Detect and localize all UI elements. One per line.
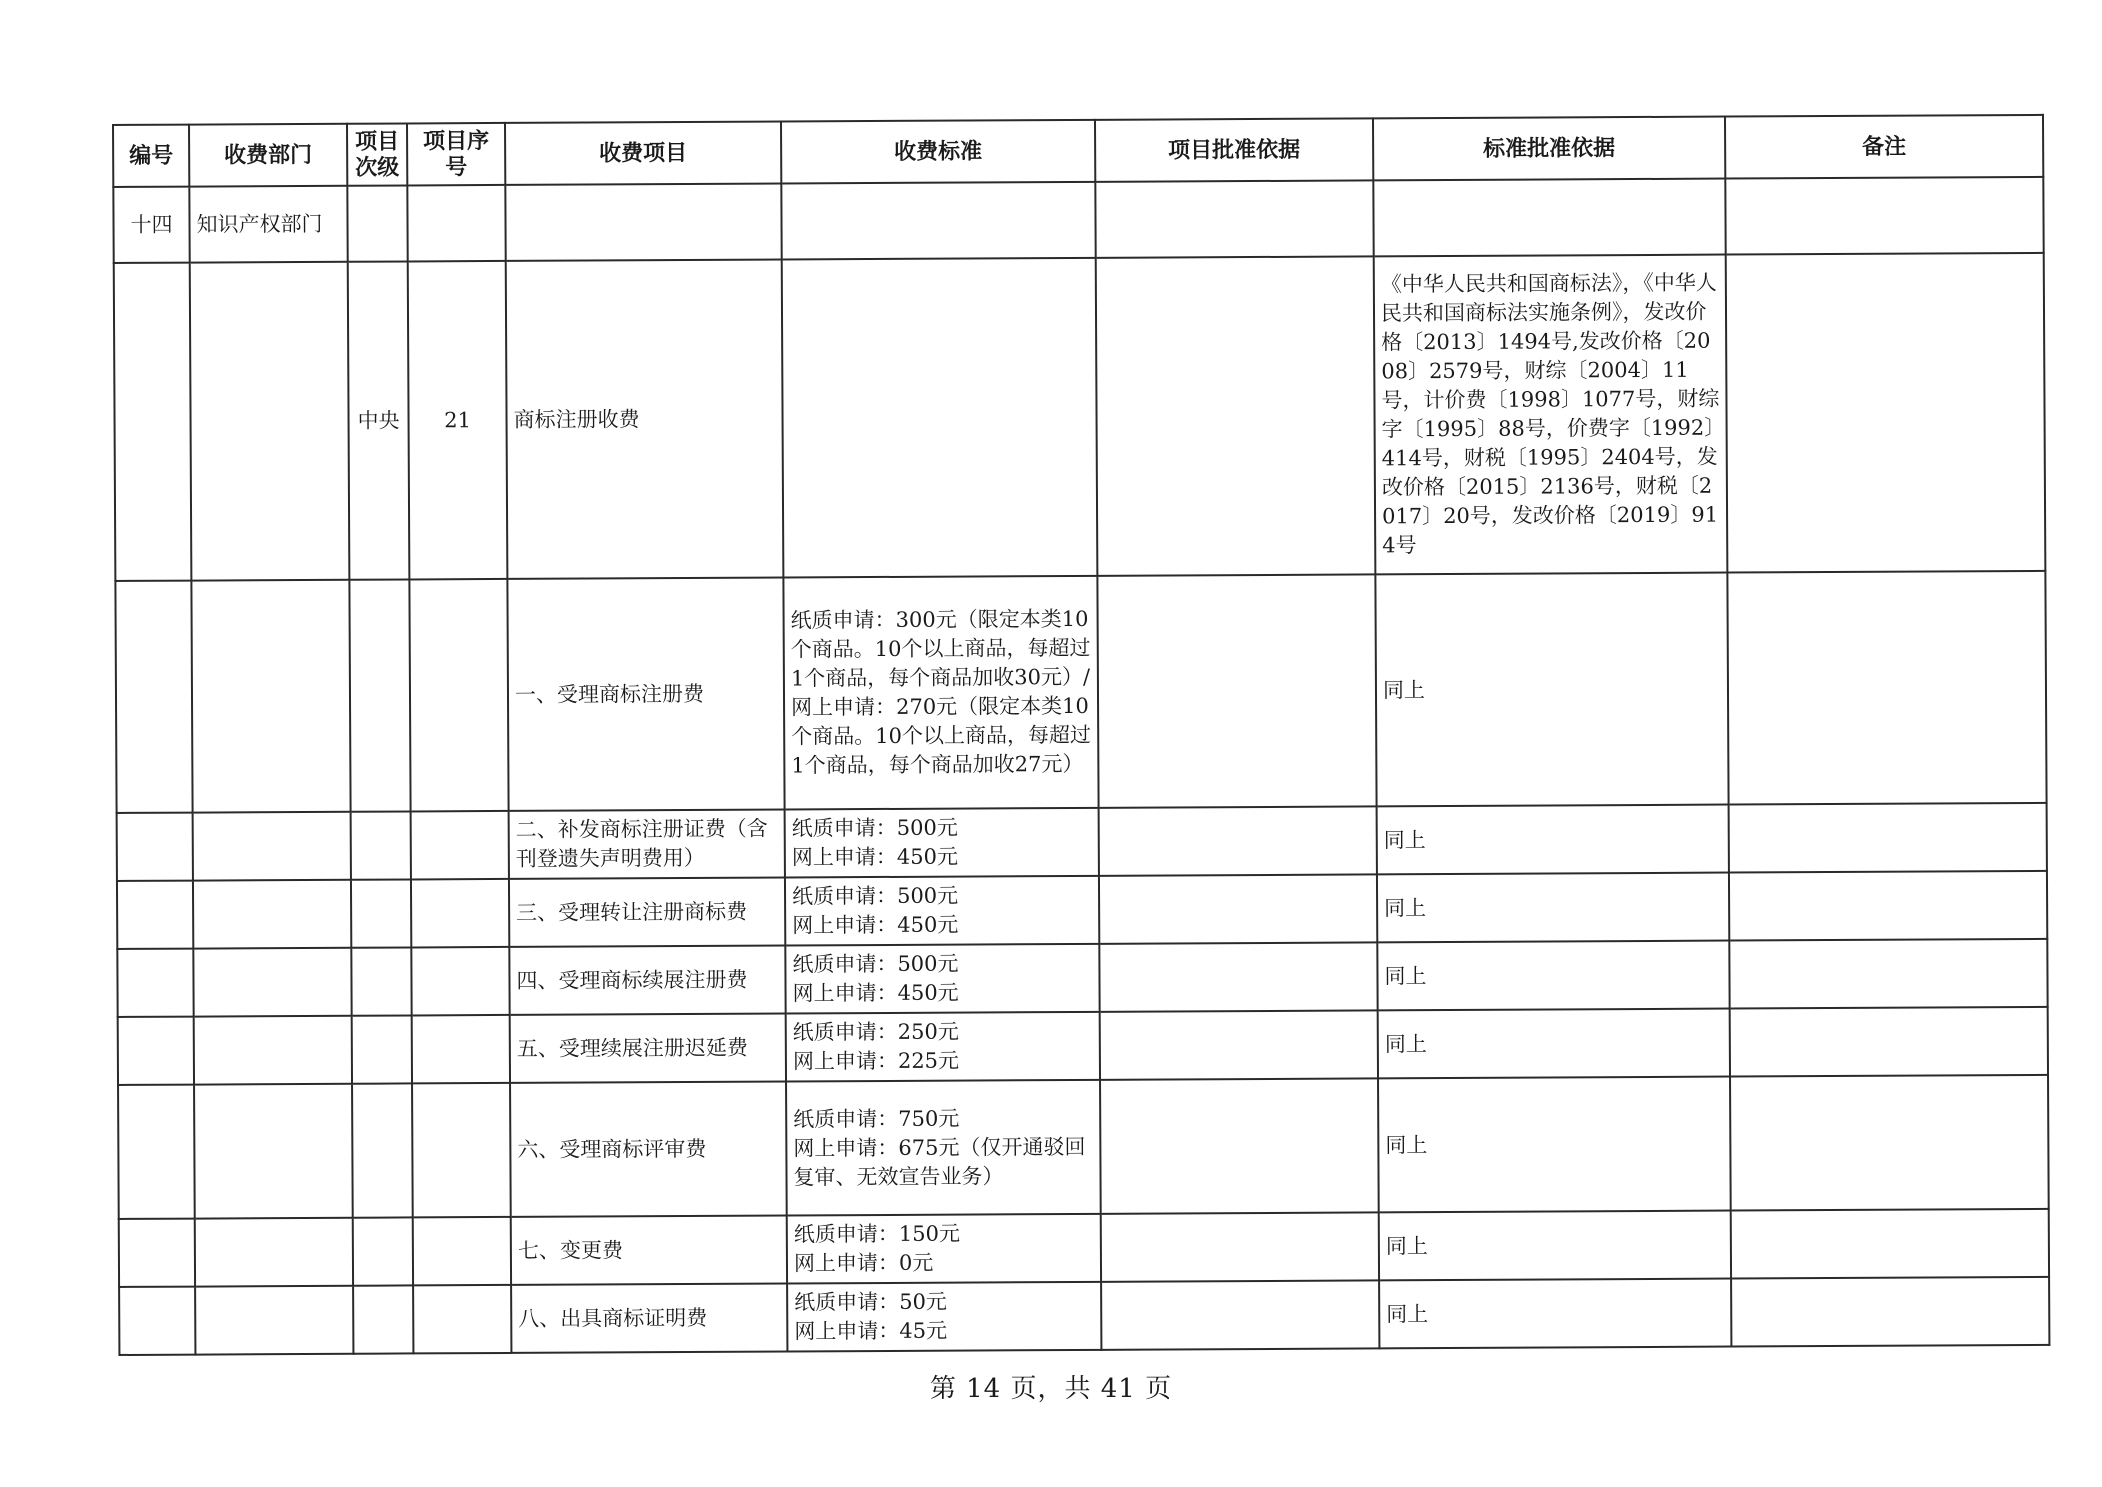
- table-row: [117, 939, 2047, 1017]
- fee-table: [112, 114, 2050, 1356]
- cell-dept: [195, 1286, 353, 1355]
- cell-level: [351, 879, 411, 947]
- cell-num: [118, 1085, 195, 1219]
- cell-dept: [194, 1016, 352, 1085]
- table-row: [117, 871, 2047, 949]
- cell-level: [352, 1015, 412, 1083]
- cell-level: [351, 811, 411, 879]
- cell-item: 五、受理续展注册迟延费: [510, 1013, 786, 1082]
- header-cell-standard: 收费标准: [781, 120, 1095, 184]
- header-cell-item-basis: 项目批准依据: [1095, 118, 1373, 181]
- cell-seq: [412, 1015, 510, 1084]
- cell-num: [117, 813, 193, 881]
- header-cell-std-basis: 标准批准依据: [1373, 117, 1725, 181]
- table-row: [118, 1075, 2049, 1219]
- cell-item-basis: [1095, 180, 1373, 257]
- cell-item: 商标注册收费: [506, 259, 784, 578]
- cell-dept: [190, 262, 350, 581]
- cell-num: [117, 949, 193, 1017]
- cell-standard: 纸质申请：50元 网上申请：45元: [787, 1282, 1101, 1352]
- cell-std-basis: 同上: [1375, 573, 1728, 807]
- cell-dept: [193, 880, 351, 949]
- cell-std-basis: [1373, 179, 1725, 257]
- cell-note: [1725, 177, 2043, 255]
- cell-standard: 纸质申请：250元 网上申请：225元: [786, 1012, 1100, 1082]
- header-cell-note: 备注: [1725, 115, 2043, 179]
- cell-seq: [407, 185, 505, 262]
- header-cell-dept: 收费部门: [189, 124, 347, 187]
- cell-item: 四、受理商标续展注册费: [509, 945, 785, 1014]
- cell-std-basis: 同上: [1379, 1279, 1731, 1349]
- cell-standard: 纸质申请：500元 网上申请：450元: [785, 944, 1099, 1014]
- cell-num: 十四: [113, 187, 189, 263]
- table-row: [118, 1007, 2048, 1085]
- cell-note: [1730, 1007, 2048, 1077]
- table-row: [119, 1209, 2049, 1287]
- cell-standard: 纸质申请：500元 网上申请：450元: [785, 808, 1099, 878]
- cell-item: [505, 183, 781, 260]
- cell-item-basis: [1100, 1078, 1379, 1213]
- cell-std-basis: 同上: [1377, 805, 1729, 875]
- cell-standard: 纸质申请：500元 网上申请：450元: [785, 876, 1099, 946]
- cell-std-basis: 《中华人民共和国商标法》，《中华人民共和国商标法实施条例》，发改价格〔2013〕1494号,发改价格〔2008〕2579号，财综〔2004〕11号，计价费〔1998〕1077号，财综字〔1995〕88号，价费字〔1992〕414号，财税〔1995〕2404号，发改价格〔2015〕2136号，财税〔2017〕20号，发改价格〔2019〕914号: [1374, 255, 1728, 575]
- cell-item-basis: [1099, 806, 1377, 875]
- table-row: [119, 1277, 2049, 1355]
- cell-dept: [193, 812, 351, 881]
- cell-item-basis: [1100, 1010, 1378, 1079]
- cell-note: [1729, 939, 2047, 1009]
- cell-item-basis: [1101, 1280, 1379, 1349]
- cell-item: 一、受理商标注册费: [507, 577, 784, 810]
- cell-level: [353, 1217, 413, 1285]
- cell-note: [1726, 253, 2046, 573]
- cell-seq: [412, 1083, 511, 1218]
- cell-seq: [411, 879, 509, 948]
- cell-item-basis: [1099, 874, 1377, 943]
- cell-standard: [781, 182, 1095, 260]
- cell-num: [118, 1017, 194, 1085]
- cell-dept: [193, 948, 351, 1017]
- cell-item: 六、受理商标评审费: [510, 1081, 787, 1216]
- cell-dept: [195, 1218, 353, 1287]
- cell-note: [1730, 1075, 2049, 1211]
- header-cell-level: 项目次级: [347, 123, 407, 185]
- cell-note: [1729, 871, 2047, 941]
- header-cell-seq: 项目序号: [407, 123, 505, 186]
- cell-std-basis: 同上: [1378, 1009, 1730, 1079]
- cell-std-basis: 同上: [1379, 1211, 1731, 1281]
- cell-level: [353, 1285, 413, 1353]
- cell-item-basis: [1101, 1212, 1379, 1281]
- cell-seq: [409, 579, 508, 812]
- cell-level: [347, 185, 407, 261]
- cell-dept: [191, 580, 350, 813]
- cell-num: [119, 1287, 195, 1355]
- header-cell-item: 收费项目: [505, 121, 781, 184]
- cell-std-basis: 同上: [1378, 1077, 1731, 1213]
- cell-level: [351, 947, 411, 1015]
- cell-seq: 21: [408, 261, 508, 580]
- cell-level: 中央: [348, 261, 410, 579]
- cell-num: [117, 881, 193, 949]
- cell-item-basis: [1097, 574, 1376, 807]
- cell-item-basis: [1099, 942, 1377, 1011]
- cell-note: [1731, 1277, 2049, 1347]
- cell-dept: 知识产权部门: [189, 186, 347, 263]
- cell-seq: [411, 811, 509, 880]
- cell-standard: 纸质申请：300元（限定本类10个商品。10个以上商品，每超过1个商品，每个商品加收30元）/网上申请：270元（限定本类10个商品。10个以上商品，每超过1个商品，每个商品加收27元）: [783, 576, 1098, 810]
- cell-item: 二、补发商标注册证费（含刊登遗失声明费用）: [509, 809, 785, 878]
- header-row: [113, 115, 2043, 187]
- cell-note: [1729, 803, 2047, 873]
- page-number: 第 14 页，共 41 页: [929, 1374, 1173, 1404]
- cell-level: [349, 579, 410, 811]
- cell-note: [1727, 571, 2046, 805]
- cell-seq: [411, 947, 509, 1016]
- cell-item: 七、变更费: [511, 1215, 787, 1284]
- table-row: [117, 803, 2047, 881]
- header-cell-num: 编号: [113, 125, 189, 187]
- table-row: [113, 177, 2043, 263]
- cell-standard: 纸质申请：750元 网上申请：675元（仅开通驳回复审、无效宣告业务）: [786, 1080, 1101, 1216]
- cell-standard: 纸质申请：150元 网上申请：0元: [787, 1214, 1101, 1284]
- cell-seq: [413, 1285, 511, 1354]
- cell-num: [114, 263, 192, 581]
- cell-item: 八、出具商标证明费: [511, 1283, 787, 1352]
- cell-num: [119, 1219, 195, 1287]
- cell-item: 三、受理转让注册商标费: [509, 877, 785, 946]
- cell-num: [115, 581, 192, 813]
- cell-seq: [413, 1217, 511, 1286]
- table-row: [114, 253, 2046, 581]
- cell-level: [352, 1083, 413, 1217]
- cell-std-basis: 同上: [1377, 941, 1729, 1011]
- cell-std-basis: 同上: [1377, 873, 1729, 943]
- cell-dept: [194, 1084, 353, 1219]
- cell-note: [1731, 1209, 2049, 1279]
- cell-item-basis: [1096, 256, 1376, 575]
- table-row: [115, 571, 2046, 813]
- cell-standard: [782, 258, 1098, 578]
